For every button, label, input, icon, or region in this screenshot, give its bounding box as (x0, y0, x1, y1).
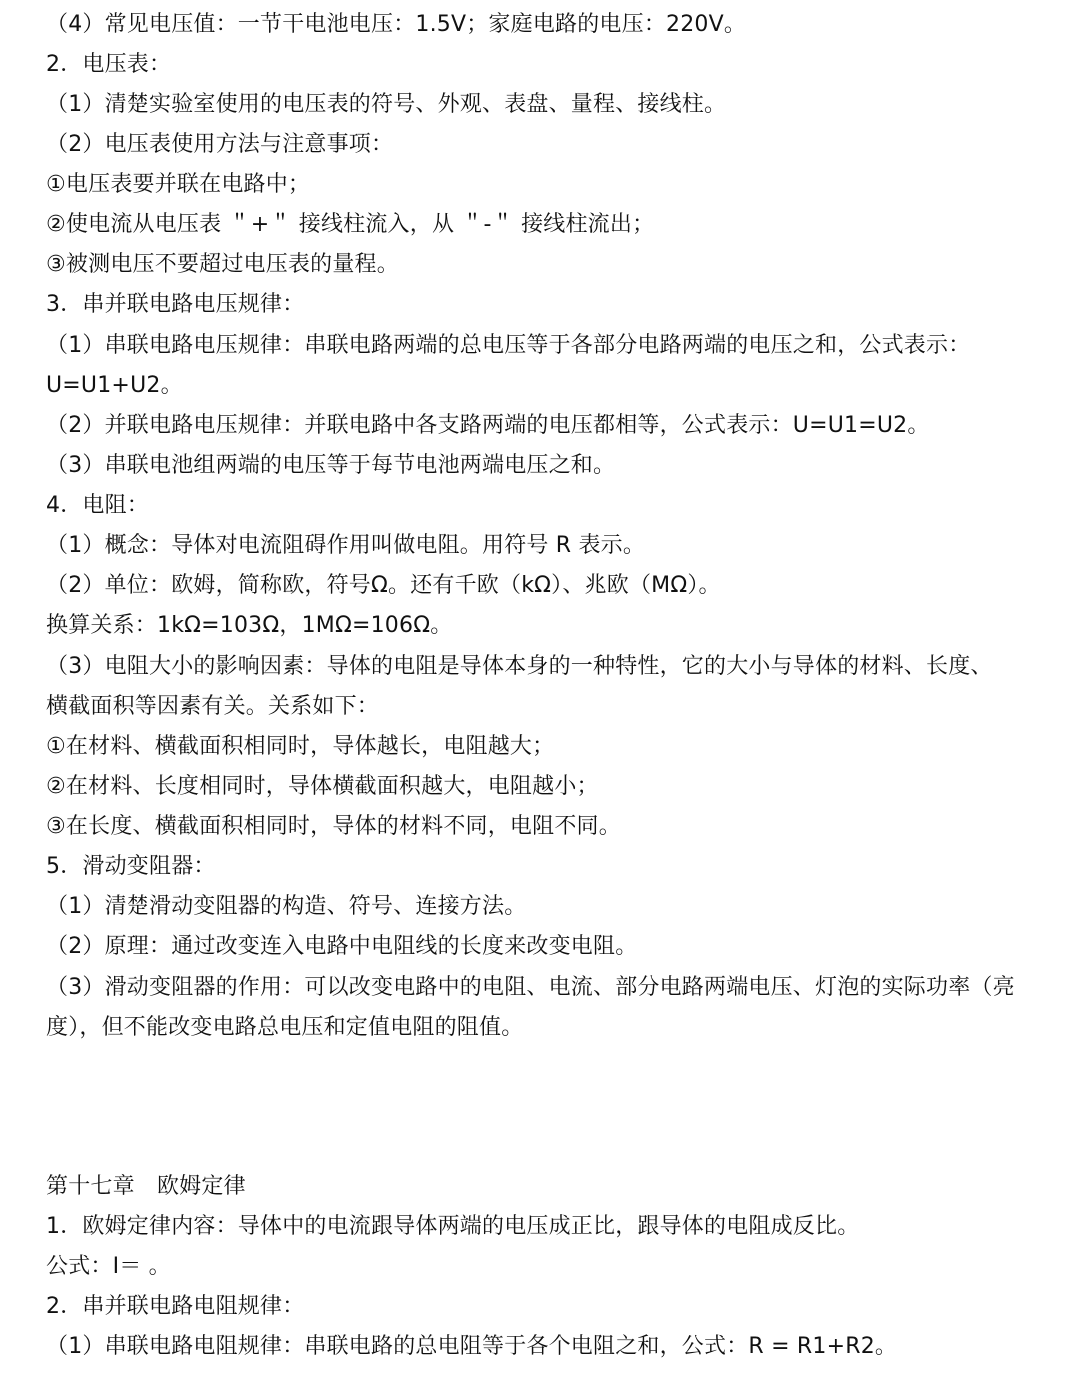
formula-line: U=U1+U2。 (46, 373, 183, 398)
text-line: （1）串联电路电压规律：串联电路两端的总电压等于各部分电路两端的电压之和，公式表示： (46, 333, 971, 358)
text-line: （3）电阻大小的影响因素：导体的电阻是导体本身的一种特性，它的大小与导体的材料、长度、 (46, 654, 993, 679)
text-line: ③被测电压不要超过电压表的量程。 (46, 252, 399, 277)
text-line: 度），但不能改变电路总电压和定值电阻的阻值。 (46, 1015, 524, 1040)
section-heading-rheostat: 5．滑动变阻器： (46, 854, 216, 879)
formula-line: 公式：I＝ 。 (46, 1254, 171, 1279)
text-line: ②使电流从电压表 ＂+＂ 接线柱流入，从 ＂-＂ 接线柱流出； (46, 212, 655, 237)
chapter-title: 第十七章 欧姆定律 (46, 1174, 246, 1199)
text-line: （1）清楚滑动变阻器的构造、符号、连接方法。 (46, 894, 527, 919)
text-line: （2）并联电路电压规律：并联电路中各支路两端的电压都相等，公式表示：U=U1=U2。 (46, 413, 930, 438)
text-line: （2）原理：通过改变连入电路中电阻线的长度来改变电阻。 (46, 934, 638, 959)
text-line: ②在材料、长度相同时，导体横截面积越大，电阻越小； (46, 774, 599, 799)
text-line: ①在材料、横截面积相同时，导体越长，电阻越大； (46, 734, 555, 759)
text-line: （1）概念：导体对电流阻碍作用叫做电阻。用符号 R 表示。 (46, 533, 646, 558)
text-line: （2）电压表使用方法与注意事项： (46, 132, 394, 157)
text-line: ①电压表要并联在电路中； (46, 172, 311, 197)
section-heading-voltmeter: 2．电压表： (46, 52, 172, 77)
text-line: （2）单位：欧姆，简称欧，符号Ω。还有千欧（kΩ）、兆欧（MΩ）。 (46, 573, 721, 598)
section-heading-resistance-rules: 2．串并联电路电阻规律： (46, 1294, 305, 1319)
text-line: （3）串联电池组两端的电压等于每节电池两端电压之和。 (46, 453, 616, 478)
text-line: （3）滑动变阻器的作用：可以改变电路中的电阻、电流、部分电路两端电压、灯泡的实际功率（亮 (46, 975, 1015, 1000)
text-line: 1．欧姆定律内容：导体中的电流跟导体两端的电压成正比，跟导体的电阻成反比。 (46, 1214, 860, 1239)
text-line: （1）串联电路电阻规律：串联电路的总电阻等于各个电阻之和，公式：R = R1+R2。 (46, 1334, 898, 1359)
section-heading-voltage-rules: 3．串并联电路电压规律： (46, 292, 305, 317)
text-line: ③在长度、横截面积相同时，导体的材料不同，电阻不同。 (46, 814, 621, 839)
text-line-voltage-values: （4）常见电压值：一节干电池电压：1.5V；家庭电路的电压：220V。 (46, 12, 747, 37)
text-line: 换算关系：1kΩ=103Ω，1MΩ=106Ω。 (46, 613, 453, 638)
text-line: 横截面积等因素有关。关系如下： (46, 694, 380, 719)
section-heading-resistance: 4．电阻： (46, 493, 149, 518)
text-line: （1）清楚实验室使用的电压表的符号、外观、表盘、量程、接线柱。 (46, 92, 727, 117)
